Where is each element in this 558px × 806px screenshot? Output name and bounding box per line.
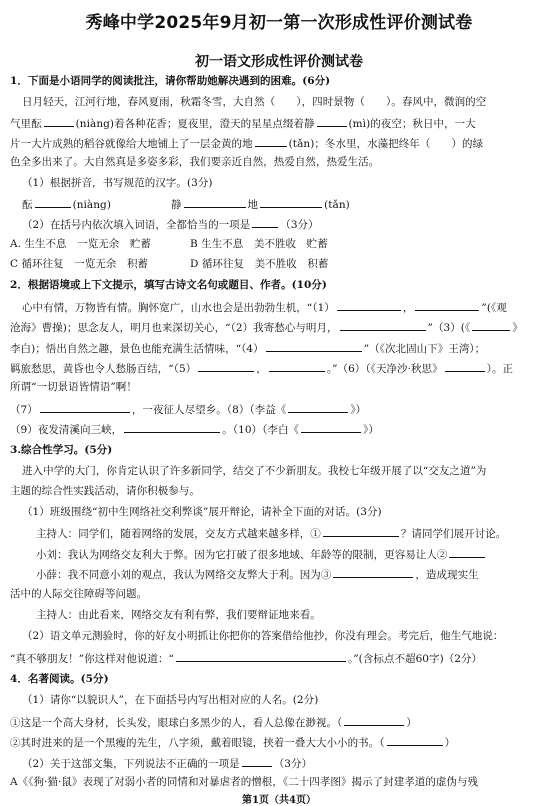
text-segment: ”（3）(《 (427, 322, 471, 334)
pinyin-label: (tǎn) (324, 199, 350, 211)
q3-xiaoxue-line (0, 566, 558, 582)
text-segment: 。（10）（李白《 (222, 424, 300, 436)
q1-passage-line-4: 色全多出来了。大自然真是多姿多彩，我们要亲近自然，热爱自然，热爱生活。 (10, 156, 380, 168)
q4-item-1 (0, 714, 558, 730)
answer-blank[interactable] (472, 319, 510, 331)
answer-blank[interactable] (198, 360, 254, 372)
q4-item-2 (0, 734, 558, 750)
answer-blank[interactable] (415, 299, 479, 311)
answer-blank[interactable] (124, 421, 220, 433)
exam-title: 秀峰中学2025年9月初一第一次形成性评价测试卷 (85, 13, 473, 33)
answer-blank[interactable] (340, 319, 426, 331)
text-segment: 小薛：我不同意小刘的观点，我认为网络交友弊大于利。因为③ (36, 569, 332, 581)
q1-options-row-2 (0, 257, 558, 271)
q1-passage-line-3 (0, 135, 558, 151)
answer-blank[interactable] (323, 525, 399, 537)
q2-line-6 (0, 401, 558, 417)
text-segment: （3分） (273, 758, 313, 770)
q2-line-5: 所谓“一切景语皆情语”啊！ (10, 381, 137, 393)
text-segment: （2）在括号内依次填入词语，全都恰当的一项是 (22, 219, 251, 231)
option-b[interactable]: B 生生不息 美不胜收 贮蓄 (190, 238, 328, 250)
answer-blank[interactable] (242, 755, 272, 767)
q2-line-2 (0, 319, 558, 335)
answer-blank[interactable] (445, 360, 485, 372)
answer-blank[interactable] (337, 299, 401, 311)
text-segment: ， (402, 302, 414, 314)
q4-sub2 (0, 755, 558, 771)
q2-stem: 2．根据语境或上下文提示，填写古诗文名句或题目、作者。(10分) (10, 279, 327, 291)
q3-intro-2: 主题的综合性实践活动，请你积极参与。 (10, 485, 200, 497)
text-segment: 沧海》曹操)；思念友人，明月也来深切关心，“（2）我寄愁心与明月， (10, 322, 338, 334)
q2-line-3 (0, 340, 558, 356)
q4-stem: 4．名著阅读。(5分) (10, 673, 109, 685)
text-segment: 。”(含标点不超60字)（2分） (347, 653, 483, 665)
text-segment: 李白)；悟出自然之趣，景色也能充满生活情味，“（4） (10, 343, 264, 355)
q4-sub1: （1）请你“以貌识人”，在下面括号内写出相对应的人名。(2分) (22, 694, 319, 706)
text-segment: ”（《次北固山下》王湾）； (363, 343, 486, 355)
q2-line-1 (0, 299, 558, 315)
option-a[interactable]: A. 生生不息 一览无余 贮蓄 (10, 238, 152, 250)
answer-blank[interactable] (255, 135, 287, 147)
text-segment: 》） (350, 404, 367, 416)
option-d[interactable]: D 循环往复 美不胜收 积蓄 (190, 258, 329, 270)
q3-stem: 3.综合性学习。(5分) (10, 444, 113, 456)
text-segment: ①这是一个高大身材，长头发，眼球白多黑少的人，看人总像在渺视。（ (10, 717, 343, 729)
answer-blank[interactable] (301, 421, 361, 433)
text-segment: 。”（6）（《天净沙·秋思》 (326, 363, 443, 375)
q4-option-a[interactable]: A《《狗·猫·鼠》表现了对弱小者的同情和对暴虐者的憎根，《二十四孝图》揭示了封建孝道的虚伪与残 (10, 776, 479, 788)
text-segment: （7） (10, 404, 38, 416)
text-segment: ） (444, 737, 456, 749)
q1-passage-line-1: 日月轻天，江河行地，春风夏雨，秋霜冬雪，大自然（ ），四时景物（ ）。春风中，微润的空 (22, 96, 487, 108)
text-segment: （9）夜发清溪向三峡， (10, 424, 123, 436)
q3-sub2: （2）语文单元测验时，你的好友小明抓让你把你的答案借给他抄，你没有理会。考完后，他生气地说： (22, 630, 504, 642)
text-segment: 小刘：我认为网络交友利大于弊。因为它打破了很多地域、年龄等的限制，更容易让人② (36, 549, 448, 561)
q3-host-line-2: 主持人：由此看来，网络交友有利有弊，我们要辩证地来看。 (36, 609, 321, 621)
q3-xiaoliu-line (0, 546, 558, 562)
text-segment: 》） (363, 424, 379, 436)
answer-blank[interactable] (260, 196, 322, 208)
text-segment: 主持人：同学们，随着网络的发展，交友方式越来越多样，① (36, 528, 321, 540)
text-segment: “真不够朋友！”你这样对他说道：“ (10, 653, 174, 665)
text-segment: 气里酝 (10, 118, 42, 130)
q1-sub2 (0, 216, 558, 232)
answer-blank[interactable] (40, 401, 130, 413)
text-segment: 片一大片成熟的稻谷就像给大地铺上了一层金黄的地 (10, 138, 253, 150)
text-segment: ②其时进来的是一个黑瘦的先生，八字须，戴着眼镜，挟着一叠大大小小的书。（ (10, 737, 385, 749)
q1-options-row-1 (0, 237, 558, 251)
text-segment: （2）关于这部文集，下列说法不正确的一项是 (22, 758, 240, 770)
text-segment: （3分） (280, 219, 319, 231)
q1-sub1: （1）根据拼音，书写规范的汉字。(3分) (22, 177, 213, 189)
answer-blank[interactable] (333, 566, 413, 578)
answer-blank[interactable] (176, 650, 346, 662)
q1-stem: 1．下面是小语同学的阅读批注，请你帮助她解决遇到的困难。(6分) (10, 75, 331, 87)
answer-blank[interactable] (288, 401, 348, 413)
answer-blank[interactable] (266, 340, 362, 352)
subject-title: 初一语文形成性评价测试卷 (195, 54, 363, 70)
text-segment: ， (256, 363, 267, 375)
q3-quote-line (0, 650, 558, 666)
option-c[interactable]: C 循环往复 一览无余 积蓄 (10, 258, 149, 270)
answer-blank[interactable] (344, 714, 404, 726)
text-segment: (mì)的夜空；秋日中，一大 (348, 118, 476, 130)
answer-blank[interactable] (184, 196, 246, 208)
q3-xiaoxue-line-2: 活中的人际交往障碍等问题。 (10, 588, 148, 600)
answer-blank[interactable] (317, 115, 347, 127)
text-segment: ） (406, 717, 417, 729)
text-segment: (tǎn)；冬水里，水藻把终年（ ）的绿 (288, 138, 484, 150)
text-segment: 羁旅愁思，黄昏也令人愁肠百结，“（5） (10, 363, 197, 375)
text-segment: 心中有情，万物皆有情。胸怀宽广，山水也会是出勃勃生机，“（1） (22, 302, 335, 314)
q2-line-4 (0, 360, 558, 376)
text-segment: ）。正 (486, 363, 514, 375)
text-segment: (niàng)着各种花香；夏夜里，澄天的星星点缀着静 (75, 118, 315, 130)
q3-sub1: （1）班级围绕“初中生网络社交利弊谈”展开辩论，请补全下面的对话。(3分) (22, 506, 382, 518)
q1-pinyin-row (0, 196, 558, 212)
answer-blank[interactable] (44, 115, 74, 127)
page-number: 第1页（共4页） (242, 795, 316, 806)
text-segment: ”(《观 (481, 302, 507, 314)
answer-blank[interactable] (35, 196, 71, 208)
pinyin-label: (niàng) (72, 199, 111, 211)
q3-intro-1: 进入中学的大门，你肯定认识了许多新同学，结交了不少新朋友。我校七年级开展了以“交友之道”为 (22, 465, 487, 477)
q3-host-line-1 (0, 525, 558, 541)
q1-passage-line-2 (0, 115, 558, 131)
text-segment: ，一夜征人尽望乡。（8）（李益《 (131, 404, 287, 416)
text-segment: 》 (512, 322, 523, 334)
text-segment: ？请同学们展开讨论。 (400, 528, 507, 540)
q2-line-7 (0, 421, 558, 437)
answer-blank[interactable] (387, 734, 443, 746)
word-label: 酝 (22, 199, 33, 211)
text-segment: ，造成现实生 (415, 569, 479, 581)
word-label: 地 (247, 199, 259, 211)
word-label: 静 (170, 199, 182, 211)
answer-blank[interactable] (449, 546, 485, 558)
answer-blank[interactable] (252, 216, 278, 228)
answer-blank[interactable] (269, 360, 325, 372)
